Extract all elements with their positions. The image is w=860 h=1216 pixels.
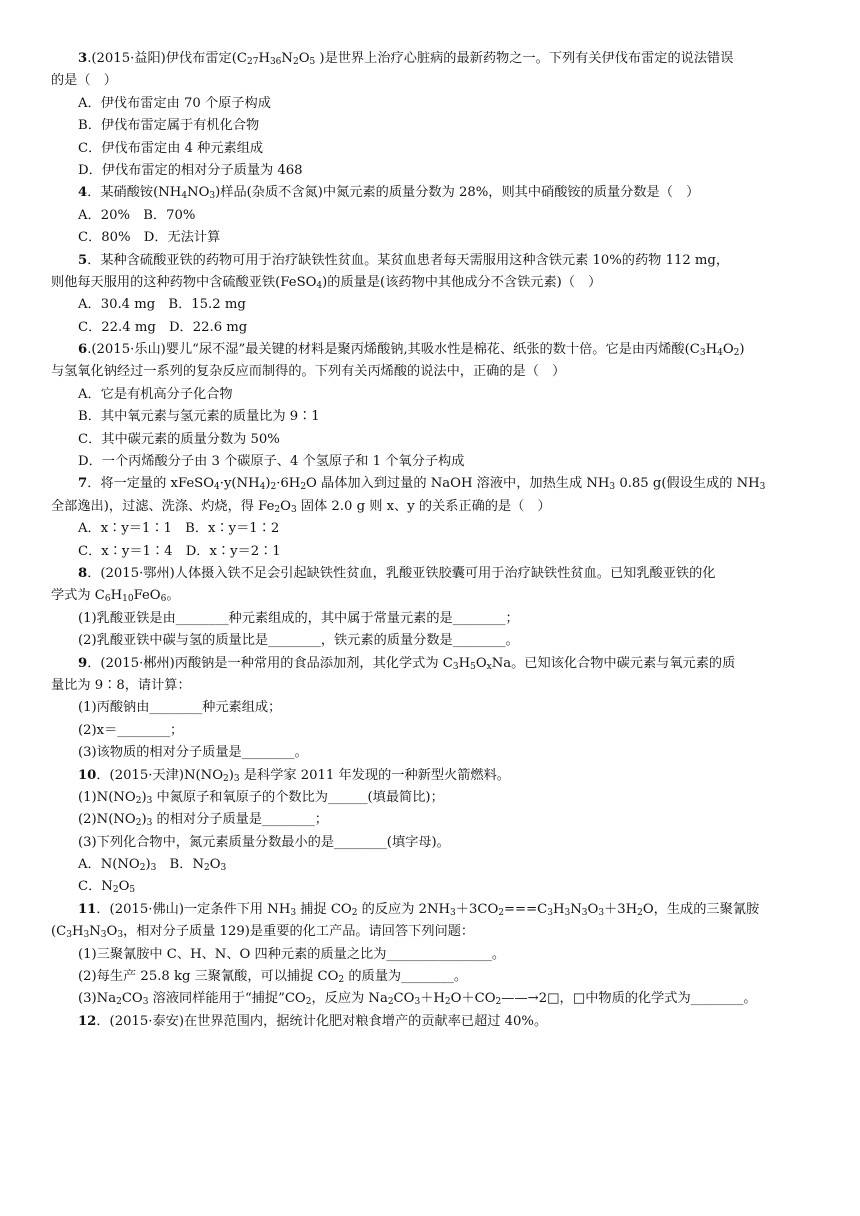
question-number: 5 bbox=[78, 252, 88, 268]
q8-part-1: (1)乳酸亚铁是由________种元素组成的，其中属于常量元素的是________； bbox=[78, 610, 519, 626]
q6-option-c: C．其中碳元素的质量分数为 50% bbox=[78, 431, 280, 447]
question-text: ．(2015·郴州)丙酸钠是一种常用的食品添加剂，其化学式为 $C_3H_5O_xNa$。已知该化合物中碳元素与氧元素的质 bbox=[87, 655, 736, 672]
question-text: .(2015·益阳)伊伐布雷定($C_{27}H_{36}N_2O_5$ )是世界上治疗心脏病的最新药物之一。下列有关伊伐布雷定的说法错误 bbox=[87, 51, 734, 67]
question-8-line-1 bbox=[51, 563, 817, 585]
q9-part-3: (3)该物质的相对分子质量是________。 bbox=[78, 745, 308, 761]
q11-part-2: (2)每生产 25.8 kg 三聚氰酸，可以捕捉 $CO_2$ 的质量为________。 bbox=[78, 969, 468, 986]
question-text: ．(2015·佛山)一定条件下用 $NH_3$ 捕捉 $CO_2$ 的反应为 $2NH_3+3CO_2===C_3H_3N_3O_3+3H_2O$，生成的三聚氰胺 bbox=[96, 901, 760, 918]
question-9-line-2: 量比为 9∶8，请计算： bbox=[51, 677, 191, 693]
q7-options-ab: A．x∶y＝1∶1 B．x∶y＝1∶2 bbox=[78, 521, 280, 537]
question-3-line-1 bbox=[51, 48, 817, 70]
question-11-line-2: ($C_3H_3N_3O_3$，相对分子质量 129)是重要的化工产品。请回答下列问题： bbox=[51, 924, 475, 941]
question-text: ．某种含硫酸亚铁的药物可用于治疗缺铁性贫血。某贫血患者每天需服用这种含铁元素 10%的药物 112 mg， bbox=[87, 252, 730, 268]
question-text: ．(2015·泰安)在世界范围内，据统计化肥对粮食增产的贡献率已超过 40%。 bbox=[96, 1013, 548, 1029]
question-number: 3 bbox=[78, 51, 88, 66]
q3-option-b: B．伊伐布雷定属于有机化合物 bbox=[78, 118, 260, 134]
q6-option-b: B．其中氧元素与氢元素的质量比为 9∶1 bbox=[78, 409, 320, 425]
question-7-line-1 bbox=[51, 473, 817, 495]
q3-option-c: C．伊伐布雷定由 4 种元素组成 bbox=[78, 140, 264, 156]
question-3-line-2: 的是（ ） bbox=[51, 73, 117, 89]
question-5-line-1 bbox=[51, 250, 817, 272]
question-number: 7 bbox=[78, 476, 88, 492]
q6-option-d: D．一个丙烯酸分子由 3 个碳原子、4 个氢原子和 1 个氧分子构成 bbox=[78, 454, 465, 470]
q10-part-3: (3)下列化合物中，氮元素质量分数最小的是________(填字母)。 bbox=[78, 834, 450, 850]
q4-options-ab: A．20% B．70% bbox=[78, 207, 196, 223]
question-8-line-2: 学式为 $C_6H_{10}FeO_6$。 bbox=[51, 588, 180, 605]
question-text: ．某硝酸铵$(NH_4NO_3)$样品(杂质不含氮)中氮元素的质量分数为 28%，则其中硝酸铵的质量分数是（ ） bbox=[87, 185, 700, 202]
q11-part-1: (1)三聚氰胺中 C、H、N、O 四种元素的质量之比为________________。 bbox=[78, 946, 506, 962]
question-number: 6 bbox=[78, 342, 88, 358]
question-text: ．将一定量的 $xFeSO_4\cdot y(NH_4)_2\cdot 6H_2O$ 晶体加入到过量的 NaOH 溶液中，加热生成 $NH_3$ 0.85 g(假设生成的 $NH_3$ bbox=[87, 476, 766, 493]
q9-part-2: (2)x＝________； bbox=[78, 722, 184, 738]
question-4-line-1 bbox=[51, 182, 817, 204]
question-number: 11 bbox=[78, 901, 97, 917]
question-number: 12 bbox=[78, 1013, 97, 1029]
q8-part-2: (2)乳酸亚铁中碳与氢的质量比是________，铁元素的质量分数是________。 bbox=[78, 633, 519, 649]
q4-options-cd: C．80% D．无法计算 bbox=[78, 230, 221, 246]
q7-options-cd: C．x∶y＝1∶4 D．x∶y＝2∶1 bbox=[78, 543, 281, 559]
q3-option-d: D．伊伐布雷定的相对分子质量为 468 bbox=[78, 162, 303, 178]
question-number: 4 bbox=[78, 185, 88, 201]
question-11-line-1 bbox=[51, 899, 817, 921]
question-text: ．(2015·天津)$N(NO_2)_3$ 是科学家 2011 年发现的一种新型火箭燃料。 bbox=[96, 767, 510, 784]
question-9-line-1 bbox=[51, 653, 817, 675]
question-6-line-1 bbox=[51, 339, 817, 361]
question-text: ．(2015·鄂州)人体摄入铁不足会引起缺铁性贫血，乳酸亚铁胶囊可用于治疗缺铁性贫血。已知乳酸亚铁的化 bbox=[87, 565, 716, 581]
q10-part-2: $(2)N(NO_2)_3$ 的相对分子质量是________； bbox=[78, 812, 328, 829]
q6-option-a: A．它是有机高分子化合物 bbox=[78, 386, 233, 402]
question-5-line-2: 则他每天服用的这种药物中含硫酸亚铁(FeSO$_4$)的质量是(该药物中其他成分不含铁元素)（ ） bbox=[51, 274, 602, 291]
q5-options-cd: C．22.4 mg D．22.6 mg bbox=[78, 319, 248, 335]
question-text: .(2015·乐山)婴儿“尿不湿”最关键的材料是聚丙烯酸钠,其吸水性是棉花、纸张的数十倍。它是由丙烯酸$(C_3H_4O_2)$ bbox=[87, 342, 745, 359]
q10-options-ab: A．$N(NO_2)_3$ B．$N_2O_3$ bbox=[78, 857, 227, 874]
question-10-line-1 bbox=[51, 765, 817, 787]
question-7-line-2: 全部逸出)，过滤、洗涤、灼烧，得 $Fe_2O_3$ 固体 2.0 g 则 x、y 的关系正确的是（ ） bbox=[51, 498, 551, 515]
q11-part-3: $(3)Na_2CO_3$ 溶液同样能用于“捕捉$”CO_2$，反应为 $Na_2CO_3+H_2O+CO_2——\to 2□$，□中物质的化学式为________。 bbox=[78, 991, 757, 1008]
question-number: 10 bbox=[78, 767, 97, 783]
q10-part-1: $(1)N(NO_2)_3$ 中氮原子和氧原子的个数比为______(填最简比)； bbox=[78, 789, 444, 806]
q5-options-ab: A．30.4 mg B．15.2 mg bbox=[78, 297, 246, 313]
q10-option-c: C．$N_2O_5$ bbox=[78, 879, 136, 896]
q9-part-1: (1)丙酸钠由________种元素组成； bbox=[78, 700, 282, 716]
question-6-line-2: 与氢氧化钠经过一系列的复杂反应而制得的。下列有关丙烯酸的说法中，正确的是（ ） bbox=[51, 364, 566, 380]
document-page bbox=[51, 48, 817, 1033]
q3-option-a: A．伊伐布雷定由 70 个原子构成 bbox=[78, 95, 271, 111]
question-12-line-1 bbox=[51, 1011, 817, 1033]
question-number: 8 bbox=[78, 565, 88, 581]
question-number: 9 bbox=[78, 655, 88, 671]
